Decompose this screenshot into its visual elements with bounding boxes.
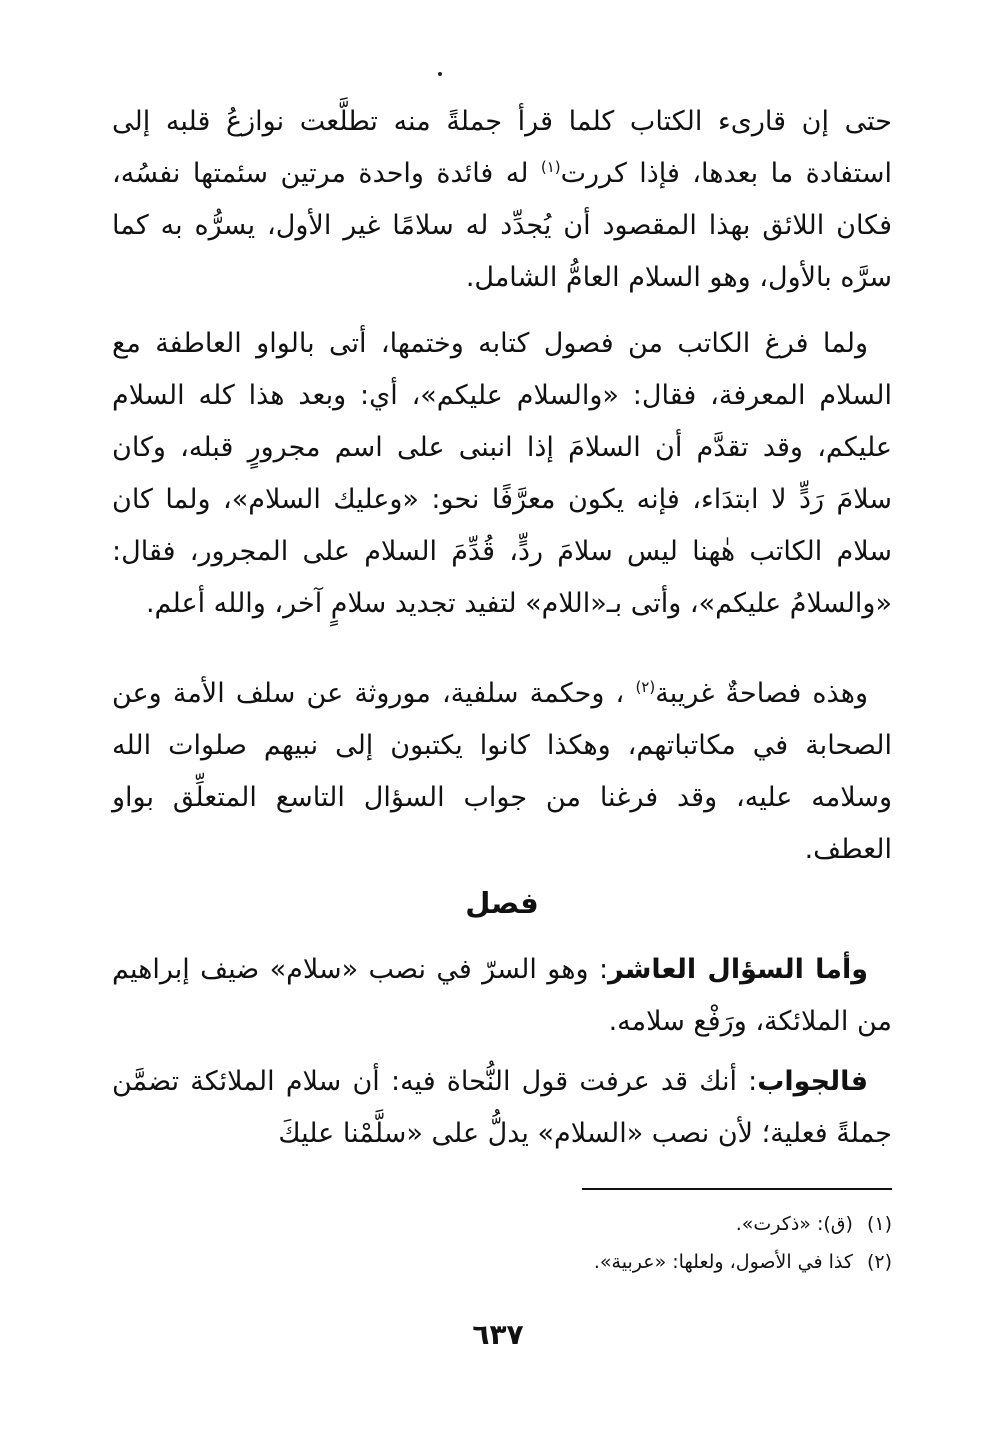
- paragraph-3-text-a: وهذه فصاحةٌ غريبة: [655, 678, 868, 709]
- paragraph-1-text-b: له فائدة واحدة مرتين سئمتها نفسُه، فكان اللائق بهذا المقصود أن يُجدِّد له سلامًا غير الأول، يسرُّه به كما سرَّه بالأول، وهو السلام العامُّ الشامل.: [112, 158, 892, 293]
- paragraph-1: [112, 96, 892, 304]
- section-heading: فصل: [465, 886, 539, 920]
- footnotes: [112, 1205, 892, 1281]
- paragraph-2-text: ولما فرغ الكاتب من فصول كتابه وختمها، أتى بالواو العاطفة مع السلام المعرفة، فقال: «والسلام عليكم»، أي: وبعد هذا كله السلام عليكم، وقد تقدَّم أن السلامَ إذا انبنى على اسم مجرورٍ قبله، وكان سلامَ رَدٍّ لا ابتدَاء، فإنه يكون معرَّفًا نحو: «وعليك السلام»، ولما كان سلام الكاتب هٰهنا ليس سلامَ ردٍّ، قُدِّمَ السلام على المجرور، فقال: «والسلامُ عليكم»، وأتى بـ«اللام» لتفيد تجديد سلامٍ آخر، والله أعلم.: [112, 328, 892, 619]
- question-lead: وأما السؤال العاشر: [608, 954, 868, 985]
- footnote-1: [112, 1205, 892, 1243]
- paragraph-5: [112, 1056, 892, 1160]
- answer-lead: فالجواب: [757, 1066, 868, 1097]
- paragraph-2: [112, 318, 892, 630]
- footnote-2-number: (٢): [866, 1251, 892, 1273]
- paragraph-4-text: : وهو السرّ في نصب «سلام» ضيف إبراهيم من الملائكة، ورَفْع سلامه.: [112, 954, 892, 1037]
- top-dot-mark: [438, 72, 442, 76]
- paragraph-4: [112, 944, 892, 1048]
- paragraph-3-text-b: ، وحكمة سلفية، موروثة عن سلف الأمة وعن الصحابة في مكاتباتهم، وهكذا كانوا يكتبون إلى نبيهم صلوات الله وسلامه عليه، وقد فرغنا من جواب السؤال التاسع المتعلِّق بواو العطف.: [112, 678, 892, 865]
- footnote-1-text: (ق): «ذكرت».: [735, 1213, 853, 1235]
- footnote-2-text: كذا في الأصول، ولعلها: «عربية».: [593, 1251, 853, 1273]
- footnote-1-number: (١): [866, 1213, 892, 1235]
- paragraph-1-text-a: حتى إن قارىء الكتاب كلما قرأ جملةً منه تطلَّعت نوازعُ قلبه إلى استفادة ما بعدها، فإذا كررت: [112, 106, 892, 189]
- footnote-ref-2[interactable]: (٢): [635, 678, 656, 696]
- page-number: ٦٣٧: [472, 1318, 524, 1351]
- footnote-ref-1[interactable]: (١): [540, 158, 561, 176]
- paragraph-5-text: : أنك قد عرفت قول النُّحاة فيه: أن سلام الملائكة تضمَّن جملةً فعلية؛ لأن نصب «السلام» يدلُّ على «سلَّمْنا عليكَ: [112, 1066, 892, 1149]
- footnote-2: [112, 1243, 892, 1281]
- footnote-divider: [582, 1188, 892, 1190]
- paragraph-3: [112, 668, 892, 876]
